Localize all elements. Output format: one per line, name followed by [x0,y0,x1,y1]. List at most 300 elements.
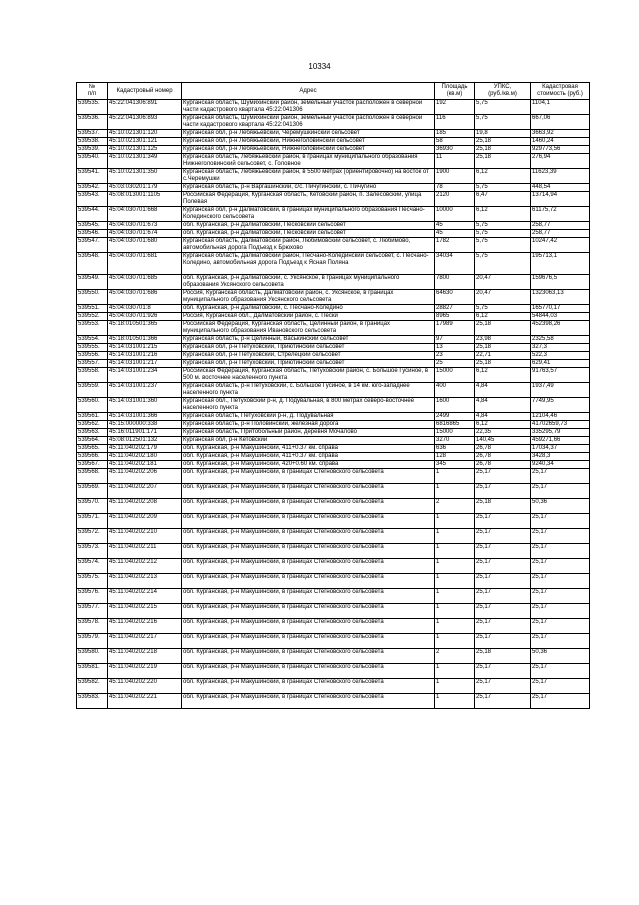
cell-cadastral-value: 2325,58 [531,336,590,344]
cell-cadastral-number: 45:14:031001:366 [108,413,182,421]
header-cadastral-number: Кадастровый номер [108,83,182,100]
cell-area: 1600 [435,398,475,413]
cell-address: обл. Курганская, р-н Макушинский, в границах Стегновского сельсовета [182,664,435,679]
cell-cadastral-number: 45:11:040202:216 [108,619,182,634]
cell-address: обл. Курганская, р-н Далматовский, с. Песчано-Коледино [182,305,435,313]
cell-address: обл. Курганская, р-н Макушинский, в границах Стегновского сельсовета [182,499,435,514]
cell-cadastral-number: 45:04:030701:673 [108,222,182,230]
cell-cadastral-number: 45:11:040202:214 [108,589,182,604]
page-number: 10334 [308,62,331,71]
cell-cadastral-number: 45:14:031001:234 [108,368,182,383]
cell-cadastral-value: 25,17 [531,664,590,679]
cell-upks: 22,71 [475,352,531,360]
cell-area: 64630 [435,290,475,305]
cell-area: 1 [435,514,475,529]
cell-cadastral-number: 45:10:021301:125 [108,146,182,154]
table-row [77,184,590,192]
cell-area: 78 [435,184,475,192]
table-row [77,559,590,574]
header-address: Адрес [182,83,435,100]
cell-cadastral-number: 45:04:030701:685 [108,275,182,290]
cell-cadastral-value: 91763,57 [531,368,590,383]
cell-upks: 25,18 [475,321,531,336]
table-row [77,413,590,421]
cell-cadastral-number: 45:11:040202:219 [108,664,182,679]
cell-cadastral-value: 25,17 [531,484,590,499]
cell-cadastral-number: 45:16:011901:171 [108,429,182,437]
cell-upks: 25,18 [475,138,531,146]
cell-cadastral-value: 7749,95 [531,398,590,413]
cell-area: 13 [435,344,475,352]
cell-cadastral-value: 165770,17 [531,305,590,313]
cell-num: 539550. [77,290,108,305]
table-row [77,461,590,469]
cell-cadastral-number: 45:04:030701:680 [108,238,182,253]
cell-area: 45 [435,230,475,238]
cell-address: Курганская обл, р-н Кетовский [182,437,435,445]
table-row [77,238,590,253]
cell-num: 539575. [77,574,108,589]
cell-cadastral-number: 45:18:010501:365 [108,321,182,336]
table-row [77,634,590,649]
table-row [77,290,590,305]
cell-address: обл. Курганская, р-н Макушинский, в границах Стегновского сельсовета [182,694,435,709]
cell-area: 1900 [435,169,475,184]
cell-upks: 5,75 [475,222,531,230]
cell-address: Курганская область, Далматовский район, Любимовский сельсовет, с. Любимово, автомобильная дорога Подъезд к Брюхово [182,238,435,253]
cell-cadastral-value: 17034,37 [531,445,590,453]
cell-area: 3270 [435,437,475,445]
cell-num: 539563. [77,429,108,437]
cell-area: 1 [435,679,475,694]
table-row [77,445,590,453]
cell-address: обл. Курганская, р-н Макушинский, в границах Стегновского сельсовета [182,619,435,634]
cell-address: Курганская область, Лебяжьевский район, в границах муниципального образования Нижнеголовинский сельсовет, с. Головное [182,154,435,169]
cell-cadastral-number: 45:10:021301:350 [108,169,182,184]
cell-cadastral-value: 1937,49 [531,383,590,398]
cell-cadastral-number: 45:14:031001:216 [108,352,182,360]
cell-cadastral-number: 45:10:021301:349 [108,154,182,169]
cell-num: 539565. [77,445,108,453]
header-cadastral-value: Кадастровая стоимость (руб.) [531,83,590,100]
cell-num: 539568. [77,469,108,484]
cell-num: 539535. [77,100,108,115]
cell-address: обл. Курганская, р-н Макушинский, в границах Стегновского сельсовета [182,559,435,574]
cell-num: 539559. [77,383,108,398]
cell-area: 25 [435,360,475,368]
cell-upks: 5,75 [475,238,531,253]
cell-cadastral-value: 667,06 [531,115,590,130]
cell-num: 539578. [77,619,108,634]
cell-address: Курганская область, р-н Варгашинский, с/с. Пичугинский, с. Пичугино [182,184,435,192]
cell-cadastral-value: 25,17 [531,529,590,544]
cell-num: 539583. [77,694,108,709]
cell-cadastral-number: 45:11:040202:179 [108,445,182,453]
cell-area: 2 [435,649,475,664]
cell-cadastral-number: 45:22:041306:891 [108,100,182,115]
cell-cadastral-number: 45:11:040202:207 [108,484,182,499]
table-row [77,192,590,207]
table-row [77,421,590,429]
cell-cadastral-value: 61175,72 [531,207,590,222]
table-header-row [77,83,590,100]
cell-cadastral-number: 45:10:021301:121 [108,138,182,146]
cell-cadastral-value: 12104,46 [531,413,590,421]
cadastral-table [76,82,590,709]
cell-cadastral-number: 45:08:013001:1105 [108,192,182,207]
table-row [77,336,590,344]
cell-cadastral-value: 25,17 [531,544,590,559]
table-row [77,275,590,290]
header-upks: УПКС, (руб./кв.м) [475,83,531,100]
table-row [77,619,590,634]
cell-num: 539558. [77,368,108,383]
cell-address: обл. Курганская, р-н Макушинский, в границах Стегновского сельсовета [182,604,435,619]
cell-address: Курганская область, Шумихинский район, земельный участок расположен в северной части кадастрового квартала 45:22:041306 [182,100,435,115]
cell-area: 345 [435,461,475,469]
cell-num: 539572. [77,529,108,544]
cell-upks: 25,18 [475,146,531,154]
cell-area: 185 [435,130,475,138]
cell-area: 1 [435,559,475,574]
cell-cadastral-number: 45:11:040202:181 [108,461,182,469]
table-row [77,360,590,368]
cell-address: Россия, Курганская обл., Далматовский район, с. Пески [182,313,435,321]
cell-num: 539552. [77,313,108,321]
table-row [77,398,590,413]
cell-num: 539579. [77,634,108,649]
cell-address: обл. Курганская, р-н Далматовский, с. Уксянское, в границах муниципального образования Уксянского сельсовета [182,275,435,290]
header-num: № п/п [77,83,108,100]
cell-upks: 26,78 [475,453,531,461]
cell-area: 1 [435,484,475,499]
cell-address: обл. Курганская, р-н Макушинский, в границах Стегновского сельсовета [182,649,435,664]
table-row [77,529,590,544]
cell-cadastral-number: 45:11:040202:209 [108,514,182,529]
cell-cadastral-value: 1323063,13 [531,290,590,305]
cell-cadastral-number: 45:11:040202:215 [108,604,182,619]
cell-num: 539569. [77,484,108,499]
cell-cadastral-value: 25,17 [531,679,590,694]
cell-num: 539580. [77,649,108,664]
header-area: Площадь (кв.м) [435,83,475,100]
table-row [77,130,590,138]
cell-area: 1 [435,529,475,544]
table-row [77,694,590,709]
cell-cadastral-value: 13714,94 [531,192,590,207]
cell-upks: 25,17 [475,619,531,634]
cell-upks: 5,75 [475,230,531,238]
cell-num: 539546. [77,230,108,238]
cell-cadastral-number: 45:04:030701:674 [108,230,182,238]
cell-address: обл. Курганская, р-н Далматовский, Песковский сельсовет [182,230,435,238]
cell-area: 11 [435,154,475,169]
cell-area: 1 [435,634,475,649]
cell-area: 1 [435,544,475,559]
cell-cadastral-number: 45:11:040202:208 [108,499,182,514]
table-row [77,138,590,146]
table-row [77,679,590,694]
cell-address: Курганская обл, р-н Лебяжьевский, Нижнеголовинский сельсовет [182,138,435,146]
cell-upks: 25,17 [475,469,531,484]
cell-upks: 5,75 [475,184,531,192]
table-row [77,321,590,336]
cell-area: 8965 [435,313,475,321]
cell-upks: 25,17 [475,484,531,499]
table-row [77,368,590,383]
cell-upks: 20,47 [475,290,531,305]
cell-address: обл. Курганская, р-н Макушинский, в границах Стегновского сельсовета [182,514,435,529]
cell-cadastral-value: 25,17 [531,634,590,649]
cell-cadastral-number: 45:14:031001:217 [108,360,182,368]
cell-num: 539577. [77,604,108,619]
cell-upks: 25,17 [475,604,531,619]
cell-upks: 25,17 [475,514,531,529]
table-row [77,514,590,529]
cell-cadastral-value: 522,3 [531,352,590,360]
cell-address: Россия, Курганская область, Далматовский район, с. Уксянское, в границах муниципального образования Уксянского сельсовета [182,290,435,305]
cell-num: 539554. [77,336,108,344]
cell-address: Курганская обл, р-н Петуховский, Приютинский сельсовет [182,344,435,352]
table-row [77,207,590,222]
cell-cadastral-number: 45:11:040202:221 [108,694,182,709]
cell-cadastral-value: 3663,92 [531,130,590,138]
cell-upks: 25,18 [475,154,531,169]
cell-cadastral-value: 9240,34 [531,461,590,469]
cell-num: 539544. [77,207,108,222]
cell-address: Курганская обл., Петуховский р-н, д. Подувальная, в 800 метрах северо-восточнее населенного пункта [182,398,435,413]
cell-num: 539537. [77,130,108,138]
cell-upks: 6,47 [475,192,531,207]
table-row [77,649,590,664]
cell-upks: 19,8 [475,130,531,138]
cell-cadastral-value: 25,17 [531,574,590,589]
cell-cadastral-value: 25,17 [531,559,590,574]
cell-cadastral-value: 25,17 [531,469,590,484]
cell-num: 539573. [77,544,108,559]
table-row [77,230,590,238]
cell-area: 28827 [435,305,475,313]
cell-area: 1 [435,664,475,679]
cell-cadastral-value: 11623,39 [531,169,590,184]
cell-cadastral-number: 45:04:030701:668 [108,207,182,222]
cell-address: обл. Курганская, р-н Макушинский, в границах Стегновского сельсовета [182,469,435,484]
cell-area: 17989 [435,321,475,336]
table-row [77,383,590,398]
cell-cadastral-value: 1460,24 [531,138,590,146]
cell-upks: 4,84 [475,398,531,413]
cell-area: 45 [435,222,475,230]
cell-num: 539574. [77,559,108,574]
cell-area: 36930 [435,146,475,154]
cell-upks: 26,78 [475,461,531,469]
cell-cadastral-value: 629,41 [531,360,590,368]
table-row [77,115,590,130]
cell-address: обл. Курганская, р-н Макушинский, 411+0.37 км. справа [182,445,435,453]
cell-upks: 20,47 [475,275,531,290]
cell-num: 539541. [77,169,108,184]
cell-cadastral-value: 195713,1 [531,253,590,275]
cell-address: обл. Курганская, р-н Макушинский, в границах Стегновского сельсовета [182,634,435,649]
cell-cadastral-number: 45:18:010501:366 [108,336,182,344]
cell-upks: 25,18 [475,649,531,664]
cell-upks: 25,18 [475,499,531,514]
cell-num: 539555. [77,344,108,352]
cell-area: 58 [435,138,475,146]
table-row [77,146,590,154]
cell-area: 400 [435,383,475,398]
table-row [77,429,590,437]
cell-area: 97 [435,336,475,344]
cell-address: Курганская область, р-н Половинский, железная дорога [182,421,435,429]
table-row [77,253,590,275]
cell-cadastral-value: 452398,26 [531,321,590,336]
cell-cadastral-number: 45:11:040202:210 [108,529,182,544]
cell-upks: 140,45 [475,437,531,445]
cell-cadastral-number: 45:11:040202:220 [108,679,182,694]
cell-cadastral-number: 45:11:040202:218 [108,649,182,664]
cell-upks: 22,35 [475,429,531,437]
cell-address: обл. Курганская, р-н Макушинский, в границах Стегновского сельсовета [182,679,435,694]
cell-area: 2499 [435,413,475,421]
cell-area: 7800 [435,275,475,290]
cell-cadastral-value: 159676,5 [531,275,590,290]
cell-num: 539560. [77,398,108,413]
cell-cadastral-value: 258,77 [531,222,590,230]
cell-cadastral-number: 45:14:031001:237 [108,383,182,398]
cell-area: 6816865 [435,421,475,429]
cell-address: обл. Курганская, р-н Макушинский, в границах Стегновского сельсовета [182,589,435,604]
cell-area: 116 [435,115,475,130]
cell-upks: 25,17 [475,634,531,649]
cell-address: Курганская обл, р-н Петуховский, Стрелецкий сельсовет [182,352,435,360]
cell-upks: 5,75 [475,253,531,275]
table-row [77,222,590,230]
cell-upks: 25,17 [475,589,531,604]
cell-cadastral-number: 45:04:030701:8 [108,305,182,313]
cell-upks: 25,17 [475,574,531,589]
cell-num: 539539. [77,146,108,154]
cell-address: обл. Курганская, р-н Макушинский, в границах Стегновского сельсовета [182,544,435,559]
table-row [77,305,590,313]
cell-address: обл. Курганская, р-н Макушинский, 420+0.60 км. справа [182,461,435,469]
table-row [77,604,590,619]
cell-num: 539540. [77,154,108,169]
cell-cadastral-number: 45:11:040202:217 [108,634,182,649]
cell-cadastral-value: 54844,03 [531,313,590,321]
cell-upks: 23,98 [475,336,531,344]
cell-cadastral-number: 45:22:041306:893 [108,115,182,130]
cell-num: 539557. [77,360,108,368]
cell-num: 539576. [77,589,108,604]
cell-area: 1 [435,604,475,619]
cell-num: 539549. [77,275,108,290]
cell-upks: 25,17 [475,679,531,694]
cell-num: 539566. [77,453,108,461]
cell-upks: 25,17 [475,559,531,574]
cell-cadastral-number: 45:03:030201:179 [108,184,182,192]
cell-upks: 25,18 [475,344,531,352]
cell-cadastral-value: 448,54 [531,184,590,192]
cell-upks: 25,18 [475,360,531,368]
table-row [77,154,590,169]
table-row [77,453,590,461]
cell-area: 192 [435,100,475,115]
table-row [77,437,590,445]
cell-cadastral-value: 50,36 [531,499,590,514]
cell-num: 539553. [77,321,108,336]
cell-area: 1 [435,694,475,709]
cell-num: 539564. [77,437,108,445]
cell-cadastral-number: 45:11:040202:213 [108,574,182,589]
cell-num: 539567. [77,461,108,469]
cell-cadastral-value: 276,94 [531,154,590,169]
cell-upks: 25,17 [475,664,531,679]
cell-cadastral-value: 929773,56 [531,146,590,154]
cell-num: 539542. [77,184,108,192]
cell-area: 1 [435,589,475,604]
cell-area: 10000 [435,207,475,222]
table-body [77,83,590,709]
cell-cadastral-value: 459271,66 [531,437,590,445]
cell-address: Курганская область, Далматовский район, Песчано-Колединский сельсовет, с. Песчано-Коледино, автомобильная дорога Подъезд к Ясная Поляна [182,253,435,275]
cell-cadastral-value: 3428,3 [531,453,590,461]
cell-cadastral-value: 50,36 [531,649,590,664]
cell-area: 2120 [435,192,475,207]
cell-cadastral-value: 1104,1 [531,100,590,115]
cell-area: 1782 [435,238,475,253]
cell-address: обл. Курганская, р-н Макушинский, 411+0.37 км. справа [182,453,435,461]
cell-upks: 25,17 [475,544,531,559]
table-row [77,544,590,559]
cell-cadastral-value: 25,17 [531,619,590,634]
cell-cadastral-number: 45:04:030701:686 [108,290,182,305]
cell-cadastral-value: 25,17 [531,589,590,604]
cell-area: 128 [435,453,475,461]
cell-address: Российская Федерация, Курганская область, Целинный район, в границах муниципального образования Ивановского сельсовета [182,321,435,336]
table-row [77,589,590,604]
table-row [77,352,590,360]
cell-num: 539581. [77,664,108,679]
cell-upks: 25,17 [475,529,531,544]
cell-address: Российская Федерация, Курганская область, Петуховский район, с. Большое Гусиное, в 500 м. восточнее населенного пункта [182,368,435,383]
table-row [77,574,590,589]
cell-cadastral-value: 25,17 [531,604,590,619]
cell-num: 539582. [77,679,108,694]
cell-upks: 25,17 [475,694,531,709]
cell-area: 15000 [435,429,475,437]
cell-address: обл. Курганская, р-н Макушинский, в границах Стегновского сельсовета [182,484,435,499]
cell-area: 636 [435,445,475,453]
cell-area: 1 [435,574,475,589]
cell-address: Курганская область, р-н Целинный, Васькинский сельсовет [182,336,435,344]
cell-num: 539571. [77,514,108,529]
cell-upks: 6,12 [475,368,531,383]
cell-area: 2 [435,499,475,514]
cell-address: обл. Курганская, р-н Далматовский, Песковский сельсовет [182,222,435,230]
cell-cadastral-value: 41702659,73 [531,421,590,429]
cell-area: 23 [435,352,475,360]
cell-cadastral-number: 45:11:040202:212 [108,559,182,574]
cell-cadastral-number: 45:11:040202:180 [108,453,182,461]
cell-upks: 5,75 [475,305,531,313]
cell-upks: 6,12 [475,421,531,429]
cell-cadastral-number: 45:15:000000:338 [108,421,182,429]
cell-cadastral-number: 45:11:040202:211 [108,544,182,559]
cell-num: 539556. [77,352,108,360]
cell-num: 539548. [77,253,108,275]
cell-area: 34034 [435,253,475,275]
